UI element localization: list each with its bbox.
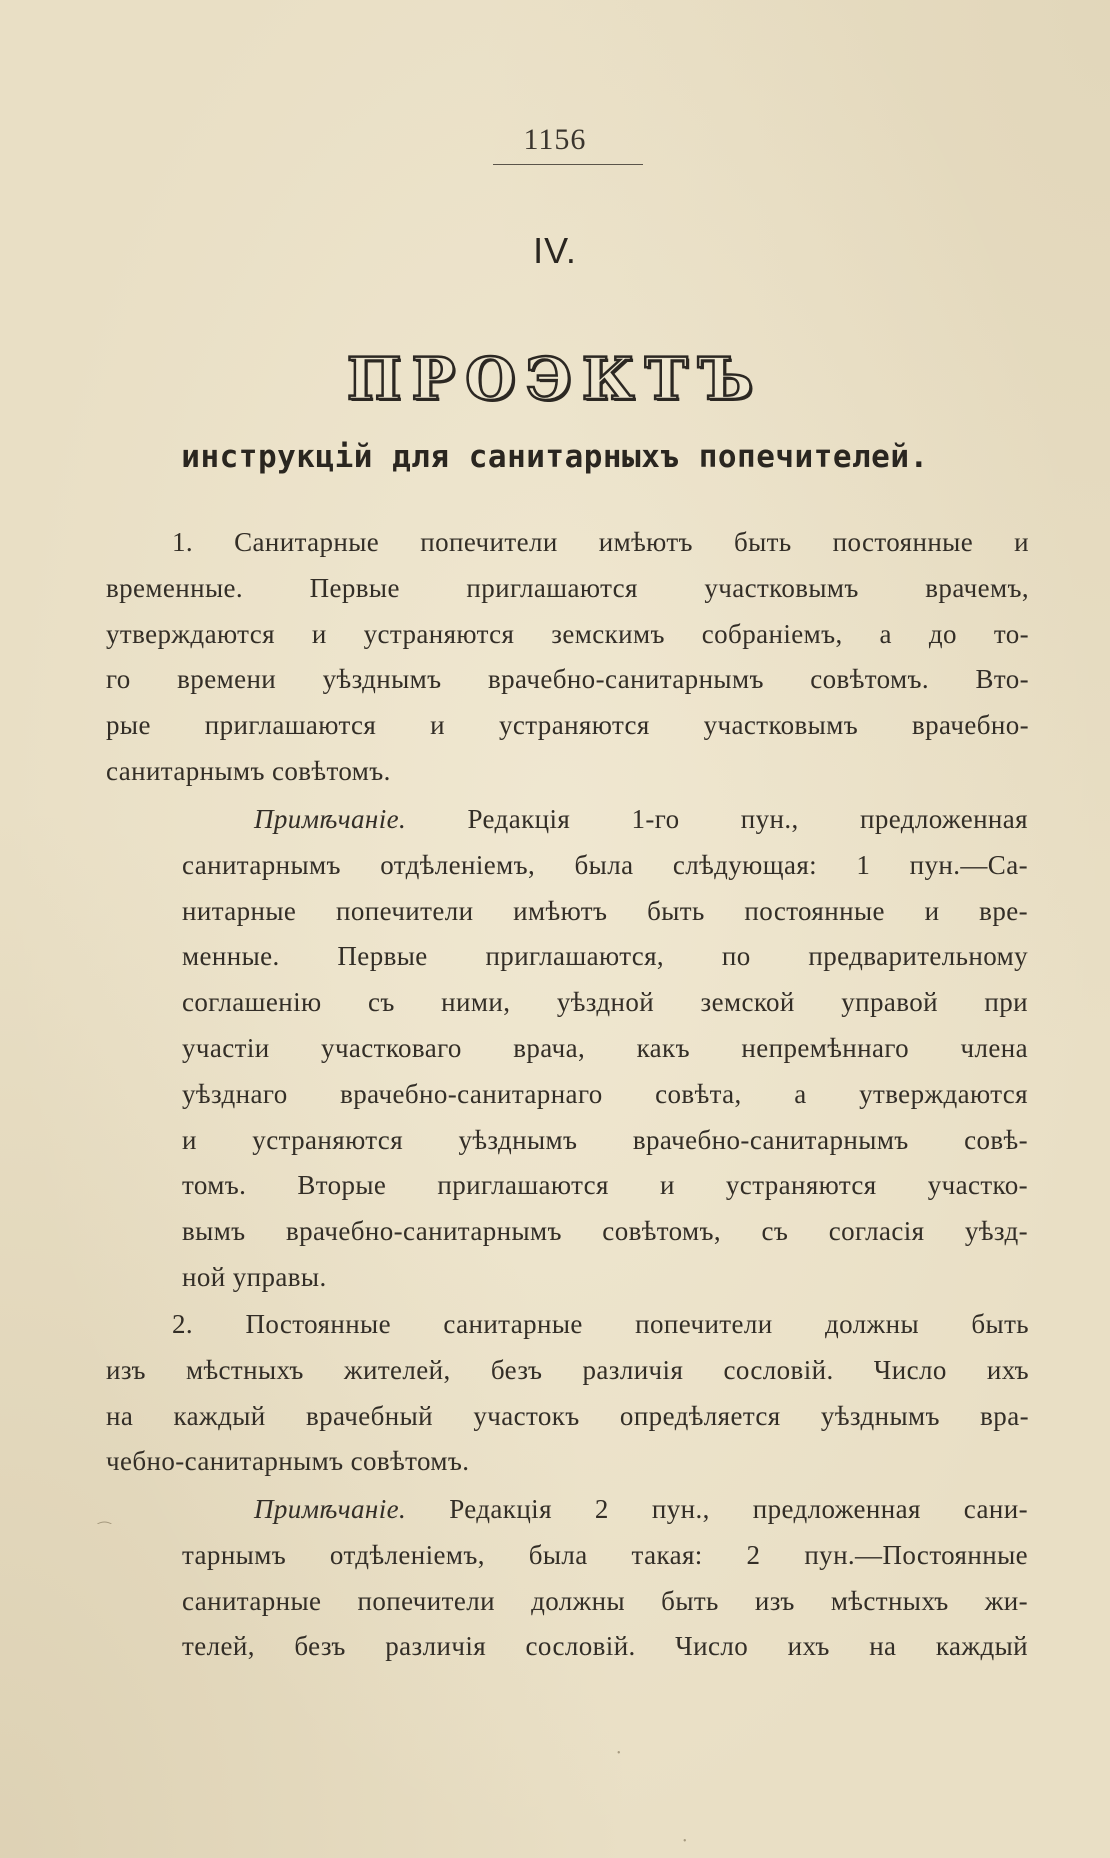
section-numeral: IV.	[533, 230, 577, 271]
paragraph-line: 2. Постоянные санитарные попечители должны быть	[172, 1309, 1029, 1339]
note-line: нитарные попечители имѣютъ быть постоянные и вре-	[182, 895, 1028, 926]
note-line: Примѣчаніе. Редакція 2 пун., предложенная сани-	[254, 1494, 1028, 1524]
document-title: ПРОЭКТЪ	[346, 345, 764, 413]
paragraph-line: утверждаются и устраняются земскимъ собраніемъ, а до то-	[106, 618, 1029, 649]
note-line: и устраняются уѣзднымъ врачебно-санитарнымъ совѣ-	[182, 1124, 1028, 1155]
note-line: ной управы.	[182, 1261, 327, 1292]
note-line: вымъ врачебно-санитарнымъ совѣтомъ, съ согласія уѣзд-	[182, 1216, 1028, 1247]
margin-smudge: ⁔	[98, 1507, 111, 1524]
document-subtitle: инструкцій для санитарныхъ попечителей.	[181, 439, 929, 475]
paper-speck: •	[683, 1836, 687, 1847]
paragraph-line: рые приглашаются и устраняются участковымъ врачебно-	[106, 710, 1029, 741]
note-2	[182, 1487, 1028, 1670]
note-line: соглашенію съ ними, уѣздной земской управой при	[182, 987, 1028, 1018]
paragraph-line: чебно-санитарнымъ совѣтомъ.	[106, 1446, 470, 1477]
note-line: томъ. Вторые приглашаются и устраняются участко-	[182, 1170, 1028, 1201]
note-line: Примѣчаніе. Редакція 1-го пун., предложенная	[254, 804, 1028, 834]
note-line: уѣзднаго врачебно-санитарнаго совѣта, а утверждаются	[182, 1078, 1028, 1109]
paragraph-line: санитарнымъ совѣтомъ.	[106, 755, 391, 786]
note-label: Примѣчаніе.	[254, 1494, 407, 1524]
note-1	[182, 797, 1028, 1301]
note-line: участіи участковаго врача, какъ непремѣннаго члена	[182, 1032, 1028, 1063]
paragraph-line: го времени уѣзднымъ врачебно-санитарнымъ совѣтомъ. Вто-	[106, 664, 1029, 695]
note-line: санитарные попечители должны быть изъ мѣстныхъ жи-	[182, 1585, 1028, 1616]
page-number: 1156	[523, 123, 587, 156]
note-line: санитарнымъ отдѣленіемъ, была слѣдующая: 1 пун.—Са-	[182, 849, 1028, 880]
paper-speck: •	[617, 1748, 621, 1759]
note-line: телей, безъ различія сословій. Число ихъ на каждый	[182, 1631, 1028, 1662]
paragraph-line: изъ мѣстныхъ жителей, безъ различія сословій. Число ихъ	[106, 1354, 1029, 1385]
paragraph-line: 1. Санитарные попечители имѣютъ быть постоянные и	[172, 527, 1029, 557]
paragraph-1	[106, 520, 1029, 795]
note-label: Примѣчаніе.	[254, 804, 407, 834]
note-line: менные. Первые приглашаются, по предварительному	[182, 941, 1028, 972]
page-number-rule	[493, 164, 643, 165]
paragraph-2	[106, 1302, 1029, 1485]
note-line: тарнымъ отдѣленіемъ, была такая: 2 пун.—Постоянные	[182, 1539, 1028, 1570]
paragraph-line: временные. Первые приглашаются участковымъ врачемъ,	[106, 572, 1029, 603]
paragraph-line: на каждый врачебный участокъ опредѣляется уѣзднымъ вра-	[106, 1400, 1029, 1431]
